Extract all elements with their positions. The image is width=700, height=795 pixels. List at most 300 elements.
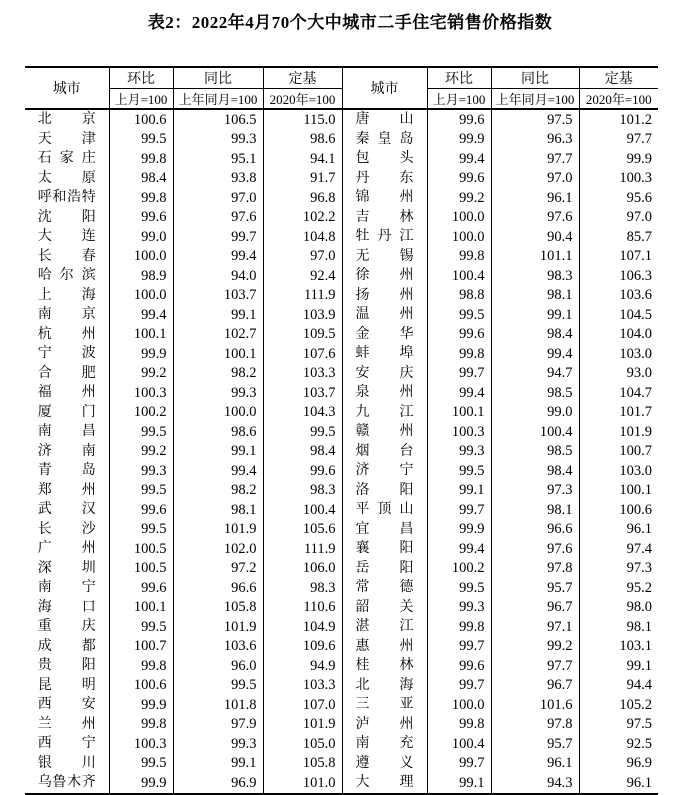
mom-value-right: 100.0 [427,227,491,247]
yoy-value-right: 98.5 [491,442,579,462]
fixed-base-value-left: 109.5 [263,325,342,345]
table-header [25,67,658,109]
city-label: 宁波 [37,346,96,361]
fixed-base-value-right: 93.0 [579,364,658,384]
fixed-base-value-left: 98.4 [263,442,342,462]
mom-value-right: 99.6 [427,169,491,189]
city-label: 洛阳 [355,482,414,498]
fixed-base-value-left: 111.9 [263,286,342,306]
mom-value-right: 99.6 [427,109,491,130]
fixed-base-value-left: 103.3 [263,676,342,696]
mom-value-right: 99.3 [427,598,491,618]
fixed-base-value-left: 110.6 [263,598,342,618]
city-name-left [25,695,109,715]
mom-value-left: 99.5 [109,481,173,501]
city-name-right [342,227,427,247]
city-label: 金华 [355,326,414,342]
city-name-right [342,617,427,637]
city-label: 泉州 [355,385,414,400]
city-name-right [342,461,427,481]
fixed-base-value-right: 100.7 [579,442,658,462]
mom-value-right: 100.2 [427,559,491,579]
yoy-value-right: 97.7 [491,656,579,676]
city-name-left [25,227,109,247]
city-label: 郑州 [37,482,96,498]
city-name-left [25,637,109,657]
city-label: 韶关 [355,599,414,615]
city-name-left [25,149,109,169]
city-name-left [25,773,109,794]
city-label: 扬州 [355,287,414,303]
yoy-value-left: 99.3 [173,383,263,403]
city-name-left [25,247,109,267]
fixed-base-value-right: 94.4 [579,676,658,696]
city-label: 南宁 [37,580,96,595]
city-name-right [342,539,427,559]
city-label: 岳阳 [355,560,414,576]
yoy-value-left: 97.6 [173,208,263,228]
yoy-value-right: 98.3 [491,266,579,286]
mom-value-left: 99.6 [109,578,173,598]
yoy-value-left: 94.0 [173,266,263,286]
yoy-value-left: 99.1 [173,442,263,462]
mom-value-right: 99.6 [427,325,491,345]
city-name-right [342,325,427,345]
city-label: 银川 [37,755,96,771]
yoy-value-right: 96.7 [491,598,579,618]
subheader-mom-base-left: 上月=100 [109,89,173,110]
table-row [25,305,658,325]
city-label: 西宁 [37,736,96,751]
fixed-base-value-left: 98.6 [263,130,342,150]
city-name-right [342,734,427,754]
city-name-left [25,325,109,345]
mom-value-left: 99.8 [109,715,173,735]
fixed-base-value-right: 101.2 [579,109,658,130]
table-row [25,656,658,676]
city-name-left [25,109,109,130]
city-label: 安庆 [355,365,414,381]
mom-value-left: 100.5 [109,559,173,579]
fixed-base-value-left: 103.3 [263,364,342,384]
city-label: 合肥 [37,365,96,381]
mom-value-right: 99.1 [427,773,491,794]
city-name-right [342,598,427,618]
fixed-base-value-left: 104.3 [263,403,342,423]
fixed-base-value-right: 98.0 [579,598,658,618]
header-city-right: 城市 [342,67,427,109]
table-row [25,227,658,247]
fixed-base-value-left: 100.4 [263,500,342,520]
subheader-yoy-base-right: 上年同月=100 [491,89,579,110]
city-name-right [342,578,427,598]
city-label: 哈尔滨 [37,268,96,283]
city-name-right [342,637,427,657]
mom-value-right: 100.4 [427,266,491,286]
fixed-base-value-left: 92.4 [263,266,342,286]
table-row [25,266,658,286]
yoy-value-left: 106.5 [173,109,263,130]
subheader-yoy-base-left: 上年同月=100 [173,89,263,110]
mom-value-right: 99.5 [427,461,491,481]
yoy-value-right: 96.1 [491,754,579,774]
city-label: 蚌埠 [355,346,414,361]
yoy-value-left: 97.2 [173,559,263,579]
city-name-right [342,130,427,150]
fixed-base-value-right: 96.1 [579,773,658,794]
city-label: 北海 [355,677,414,693]
city-label: 成都 [37,638,96,654]
city-label: 平顶山 [355,502,414,517]
yoy-value-right: 97.0 [491,169,579,189]
table-row [25,364,658,384]
fixed-base-value-right: 103.0 [579,461,658,481]
city-name-left [25,715,109,735]
fixed-base-value-left: 91.7 [263,169,342,189]
header-city-left: 城市 [25,67,109,109]
yoy-value-left: 93.8 [173,169,263,189]
mom-value-right: 99.1 [427,481,491,501]
table-row [25,247,658,267]
city-name-right [342,364,427,384]
city-label: 湛江 [355,619,414,634]
yoy-value-right: 98.4 [491,461,579,481]
yoy-value-right: 97.8 [491,559,579,579]
fixed-base-value-right: 105.2 [579,695,658,715]
city-label: 大理 [355,775,414,790]
city-label: 三亚 [355,697,414,712]
table-row [25,286,658,306]
mom-value-left: 99.5 [109,422,173,442]
city-name-right [342,305,427,325]
fixed-base-value-right: 104.5 [579,305,658,325]
fixed-base-value-right: 97.5 [579,715,658,735]
mom-value-right: 99.7 [427,364,491,384]
city-label: 海口 [37,599,96,615]
city-name-right [342,481,427,501]
table-row [25,481,658,501]
header-mom-right: 环比 [427,67,491,89]
city-name-right [342,559,427,579]
yoy-value-right: 96.6 [491,520,579,540]
city-label: 武汉 [37,502,96,517]
yoy-value-left: 101.9 [173,520,263,540]
mom-value-right: 99.8 [427,247,491,267]
mom-value-left: 98.4 [109,169,173,189]
mom-value-left: 99.5 [109,520,173,540]
yoy-value-left: 96.9 [173,773,263,794]
fixed-base-value-left: 103.7 [263,383,342,403]
fixed-base-value-left: 101.0 [263,773,342,794]
city-label: 呼和浩特 [37,190,96,205]
city-label: 西安 [37,697,96,712]
yoy-value-right: 99.2 [491,637,579,657]
table-row [25,383,658,403]
city-label: 秦皇岛 [355,131,414,147]
fixed-base-value-left: 106.0 [263,559,342,579]
yoy-value-left: 103.6 [173,637,263,657]
mom-value-right: 99.9 [427,520,491,540]
city-name-right [342,773,427,794]
city-label: 遵义 [355,755,414,771]
mom-value-left: 99.5 [109,617,173,637]
yoy-value-right: 100.4 [491,422,579,442]
yoy-value-left: 99.5 [173,676,263,696]
mom-value-right: 99.5 [427,305,491,325]
city-name-left [25,539,109,559]
mom-value-left: 99.5 [109,130,173,150]
city-name-left [25,344,109,364]
fixed-base-value-left: 96.8 [263,188,342,208]
fixed-base-value-right: 99.1 [579,656,658,676]
mom-value-right: 99.4 [427,149,491,169]
city-name-right [342,500,427,520]
fixed-base-value-right: 103.0 [579,344,658,364]
table-row [25,208,658,228]
city-label: 厦门 [37,404,96,420]
fixed-base-value-left: 115.0 [263,109,342,130]
mom-value-left: 99.8 [109,188,173,208]
yoy-value-right: 99.4 [491,344,579,364]
table-row [25,617,658,637]
city-name-left [25,578,109,598]
mom-value-right: 100.0 [427,695,491,715]
city-label: 沈阳 [37,209,96,225]
city-label: 长沙 [37,521,96,537]
city-name-right [342,676,427,696]
table-row [25,130,658,150]
header-base-left: 定基 [263,67,342,89]
yoy-value-right: 97.1 [491,617,579,637]
mom-value-right: 99.6 [427,656,491,676]
mom-value-left: 100.0 [109,286,173,306]
fixed-base-value-right: 97.4 [579,539,658,559]
yoy-value-right: 98.4 [491,325,579,345]
fixed-base-value-right: 97.0 [579,208,658,228]
mom-value-left: 99.8 [109,656,173,676]
fixed-base-value-left: 107.0 [263,695,342,715]
table-row [25,520,658,540]
fixed-base-value-left: 94.1 [263,149,342,169]
fixed-base-value-left: 97.0 [263,247,342,267]
city-name-left [25,286,109,306]
table-row [25,149,658,169]
fixed-base-value-left: 107.6 [263,344,342,364]
mom-value-right: 99.8 [427,617,491,637]
city-name-left [25,266,109,286]
mom-value-left: 99.9 [109,773,173,794]
city-name-right [342,442,427,462]
city-name-right [342,188,427,208]
city-name-right [342,344,427,364]
fixed-base-value-left: 102.2 [263,208,342,228]
city-label: 牡丹江 [355,229,414,244]
fixed-base-value-right: 107.1 [579,247,658,267]
mom-value-left: 100.7 [109,637,173,657]
yoy-value-right: 97.6 [491,539,579,559]
fixed-base-value-left: 105.6 [263,520,342,540]
yoy-value-left: 95.1 [173,149,263,169]
city-name-left [25,520,109,540]
table-body [25,109,658,794]
city-name-left [25,188,109,208]
yoy-value-left: 98.2 [173,364,263,384]
city-label: 桂林 [355,658,414,673]
yoy-value-right: 98.5 [491,383,579,403]
city-label: 重庆 [37,619,96,634]
mom-value-left: 100.5 [109,539,173,559]
city-name-right [342,754,427,774]
fixed-base-value-right: 106.3 [579,266,658,286]
fixed-base-value-right: 92.5 [579,734,658,754]
fixed-base-value-left: 109.6 [263,637,342,657]
fixed-base-value-right: 104.0 [579,325,658,345]
table-row [25,539,658,559]
table-row [25,403,658,423]
city-name-left [25,617,109,637]
fixed-base-value-right: 97.3 [579,559,658,579]
city-name-left [25,559,109,579]
yoy-value-left: 102.0 [173,539,263,559]
city-name-left [25,656,109,676]
fixed-base-value-right: 101.7 [579,403,658,423]
city-name-right [342,695,427,715]
mom-value-right: 100.1 [427,403,491,423]
fixed-base-value-right: 100.3 [579,169,658,189]
city-label: 惠州 [355,638,414,654]
table-row [25,442,658,462]
city-label: 南昌 [37,424,96,439]
city-label: 杭州 [37,326,96,342]
yoy-value-left: 98.6 [173,422,263,442]
city-name-left [25,442,109,462]
yoy-value-left: 98.1 [173,500,263,520]
table-row [25,325,658,345]
table-row [25,188,658,208]
yoy-value-left: 98.2 [173,481,263,501]
yoy-value-right: 98.1 [491,286,579,306]
fixed-base-value-left: 103.9 [263,305,342,325]
price-index-table [25,66,658,795]
yoy-value-right: 96.7 [491,676,579,696]
yoy-value-left: 99.1 [173,305,263,325]
city-label: 兰州 [37,716,96,732]
table-row [25,637,658,657]
mom-value-left: 99.9 [109,344,173,364]
city-name-left [25,208,109,228]
mom-value-right: 99.4 [427,539,491,559]
city-name-right [342,383,427,403]
subheader-fixed-base-left: 2020年=100 [263,89,342,110]
mom-value-left: 100.6 [109,676,173,696]
fixed-base-value-right: 101.9 [579,422,658,442]
city-name-left [25,305,109,325]
city-label: 宜昌 [355,521,414,537]
city-label: 徐州 [355,268,414,283]
mom-value-right: 99.7 [427,754,491,774]
city-name-left [25,403,109,423]
yoy-value-right: 97.6 [491,208,579,228]
header-yoy-left: 同比 [173,67,263,89]
yoy-value-right: 101.6 [491,695,579,715]
yoy-value-left: 99.4 [173,247,263,267]
city-label: 上海 [37,287,96,303]
city-label: 石家庄 [37,151,96,166]
fixed-base-value-right: 98.1 [579,617,658,637]
mom-value-left: 100.6 [109,109,173,130]
subheader-fixed-base-right: 2020年=100 [579,89,658,110]
mom-value-right: 99.2 [427,188,491,208]
table-row [25,344,658,364]
table-row [25,578,658,598]
city-label: 福州 [37,385,96,400]
mom-value-right: 100.4 [427,734,491,754]
fixed-base-value-left: 99.6 [263,461,342,481]
city-label: 广州 [37,541,96,556]
city-name-right [342,422,427,442]
city-label: 九江 [355,404,414,420]
city-label: 襄阳 [355,541,414,556]
fixed-base-value-right: 95.2 [579,578,658,598]
yoy-value-left: 99.7 [173,227,263,247]
fixed-base-value-right: 96.9 [579,754,658,774]
yoy-value-left: 105.8 [173,598,263,618]
city-name-left [25,500,109,520]
table-row [25,559,658,579]
mom-value-left: 100.0 [109,247,173,267]
mom-value-left: 99.9 [109,695,173,715]
mom-value-right: 99.9 [427,130,491,150]
header-yoy-right: 同比 [491,67,579,89]
yoy-value-left: 101.8 [173,695,263,715]
mom-value-left: 99.8 [109,149,173,169]
city-label: 深圳 [37,560,96,576]
city-label: 常德 [355,580,414,595]
city-label: 泸州 [355,716,414,732]
fixed-base-value-right: 85.7 [579,227,658,247]
city-label: 南京 [37,307,96,322]
mom-value-left: 100.2 [109,403,173,423]
mom-value-right: 99.7 [427,637,491,657]
city-name-right [342,208,427,228]
yoy-value-left: 100.1 [173,344,263,364]
mom-value-left: 99.3 [109,461,173,481]
mom-value-right: 99.5 [427,578,491,598]
yoy-value-right: 97.7 [491,149,579,169]
city-name-left [25,734,109,754]
yoy-value-right: 97.5 [491,109,579,130]
mom-value-left: 99.5 [109,754,173,774]
fixed-base-value-right: 103.1 [579,637,658,657]
table-row [25,695,658,715]
city-label: 昆明 [37,677,96,693]
mom-value-right: 99.4 [427,383,491,403]
mom-value-left: 100.3 [109,383,173,403]
city-label: 太原 [37,170,96,186]
table-row [25,500,658,520]
city-name-right [342,286,427,306]
city-name-left [25,169,109,189]
city-name-right [342,715,427,735]
fixed-base-value-right: 97.7 [579,130,658,150]
city-label: 唐山 [355,112,414,127]
mom-value-left: 99.6 [109,500,173,520]
fixed-base-value-left: 105.8 [263,754,342,774]
city-name-right [342,109,427,130]
mom-value-right: 100.0 [427,208,491,228]
city-name-right [342,520,427,540]
fixed-base-value-right: 95.6 [579,188,658,208]
